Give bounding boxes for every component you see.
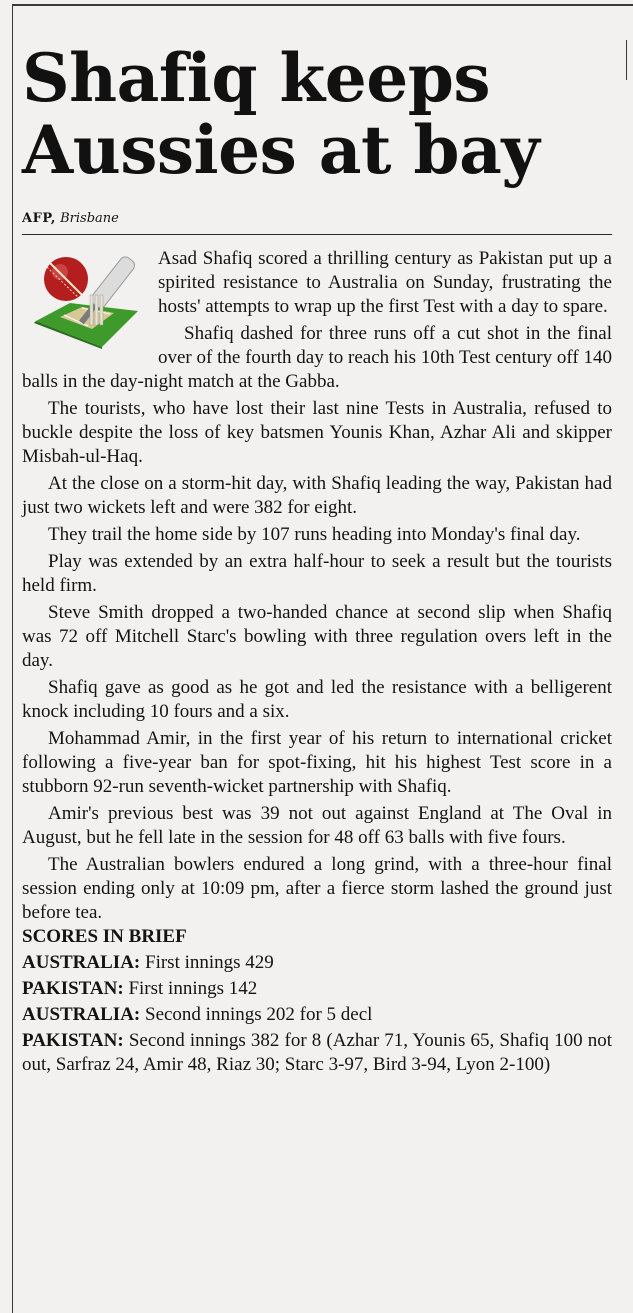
paragraph: Shafiq dashed for three runs off a cut shot in the final over of the fourth day to reach his 10th Test century off 140 balls in the day-night match at the Gabba. [22,323,612,392]
page-border-top [12,4,633,6]
score-detail: Second innings 382 for 8 (Azhar 71, Younis 65, Shafiq 100 not out, Sarfraz 24, Amir 48, Riaz 30; Starc 3-97, Bird 3-94, Lyon 2-100) [22,1030,612,1075]
byline-agency: AFP, [22,211,56,226]
paragraph: The tourists, who have lost their last nine Tests in Australia, refused to buckle despite the loss of key batsmen Younis Khan, Azhar Ali and skipper Misbah-ul-Haq. [22,398,612,467]
score-detail: Second innings 202 for 5 decl [140,1004,373,1025]
score-detail: First innings 142 [123,978,258,999]
paragraph: Shafiq gave as good as he got and led the resistance with a belligerent knock including 10 fours and a six. [22,677,612,722]
scores-in-brief [22,925,612,1077]
paragraph: Play was extended by an extra half-hour to seek a result but the tourists held firm. [22,551,612,596]
paragraph: They trail the home side by 107 runs heading into Monday's final day. [48,524,581,545]
article [22,8,612,1077]
byline [22,211,612,235]
paragraph: The Australian bowlers endured a long grind, with a three-hour final session ending only at 10:09 pm, after a fierce storm lashed the ground just before tea. [22,854,612,923]
article-body [22,247,612,925]
page-border-right [626,40,627,80]
score-row [22,951,612,975]
byline-place: Brisbane [60,211,119,226]
scores-heading: SCORES IN BRIEF [22,926,187,947]
score-team: AUSTRALIA: [22,952,141,973]
score-team: PAKISTAN: [22,1030,124,1051]
score-row [22,1029,612,1077]
headline-line-2: Aussies at bay [22,111,540,189]
score-row [22,1003,612,1027]
paragraph: Asad Shafiq scored a thrilling century as Pakistan put up a spirited resistance to Australia on Sunday, frustrating the hosts' attempts to wrap up the first Test with a day to spare. [158,248,612,317]
score-team: AUSTRALIA: [22,1004,141,1025]
score-detail: First innings 429 [140,952,274,973]
score-row [22,977,612,1001]
cricket-icon [30,251,142,349]
headline [22,39,612,189]
score-team: PAKISTAN: [22,978,124,999]
paragraph: Amir's previous best was 39 not out against England at The Oval in August, but he fell late in the session for 48 off 63 balls with five fours. [22,803,612,848]
paragraph: At the close on a storm-hit day, with Shafiq leading the way, Pakistan had just two wickets left and were 382 for eight. [22,473,612,518]
paragraph: Mohammad Amir, in the first year of his return to international cricket following a five-year ban for spot-fixing, hit his highest Test score in a stubborn 92-run seventh-wicket partnership with Shafiq. [22,728,612,797]
paragraph: Steve Smith dropped a two-handed chance at second slip when Shafiq was 72 off Mitchell Starc's bowling with three regulation overs left in the day. [22,602,612,671]
page-border-left [12,4,13,1313]
headline-line-1: Shafiq keeps [22,39,491,117]
